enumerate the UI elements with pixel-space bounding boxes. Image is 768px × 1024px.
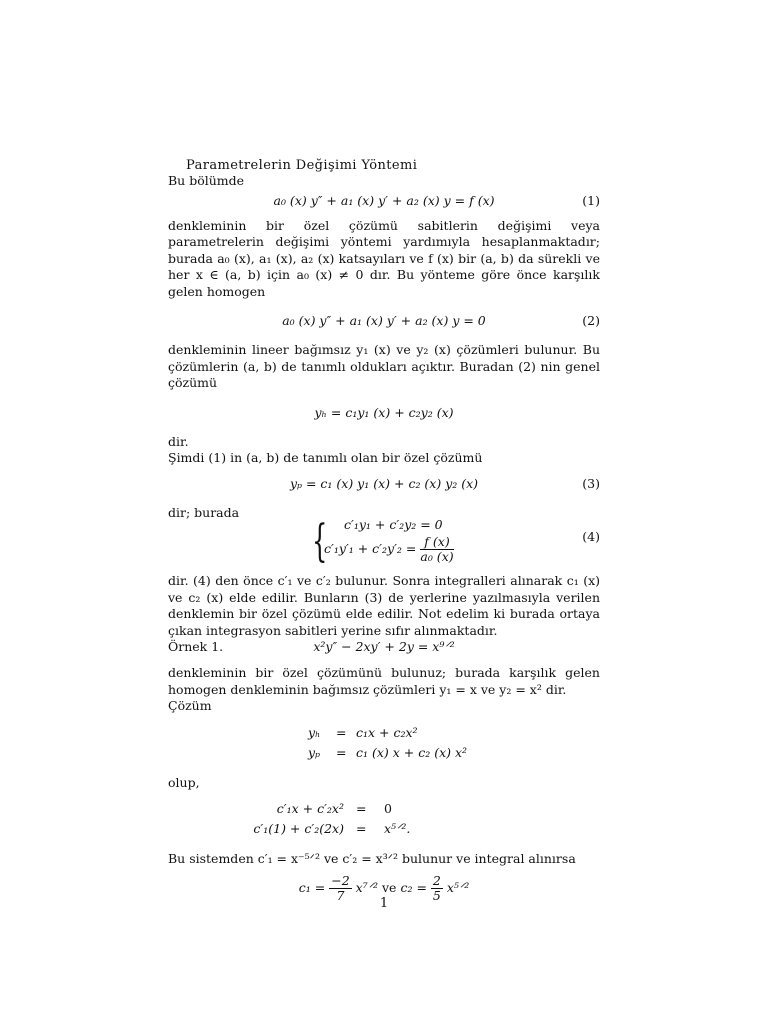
example-label: Örnek 1.: [168, 639, 224, 654]
equation-2-body: a₀ (x) y″ + a₁ (x) y′ + a₂ (x) y = 0: [282, 313, 486, 328]
dir-text-1: dir.: [168, 433, 189, 449]
system-b-right-1: 0: [384, 801, 392, 816]
equation-4-number: (4): [582, 529, 600, 544]
final-fraction-2-num: 2: [432, 872, 441, 888]
paragraph-5: denkleminin bir özel çözümünü bulunuz; burada karşılık gelen homogen denkleminin bağımsız çözümleri y₁ = x ve y₂ = x² dir.: [168, 665, 600, 697]
system-line-1: c′₁y₁ + c′₂y₂ = 0: [344, 517, 443, 532]
paragraph-6: Bu sistemden c′₁ = x⁻⁵ᐟ² ve c′₂ = x³ᐟ² bulunur ve integral alınırsa: [168, 851, 576, 866]
paragraph-1: denkleminin bir özel çözümü sabitlerin değişimi veya parametrelerin değişimi yöntemi yardımıyla hesaplanmaktadır; burada a₀ (x), a₁ (x), a₂ (x) katsayıları ve f (x) bir (a, b) da sürekli ve her x ∈ (a, b) için a₀ (x) ≠ 0 dır. Bu yönteme göre önce karşılık gelen homogen: [168, 217, 600, 299]
align-right-2: c₁ (x) x + c₂ (x) x²: [356, 744, 468, 760]
align-eq-1: =: [336, 724, 347, 740]
equation-yh: [168, 402, 600, 424]
page-content: [168, 158, 600, 903]
equation-2: [168, 310, 600, 332]
system-b-left-1: c′₁x + c′₂x²: [276, 801, 344, 816]
equation-3-body: yₚ = c₁ (x) y₁ (x) + c₂ (x) y₂ (x): [289, 475, 479, 491]
equation-4-system: [168, 516, 600, 567]
final-c2-label: c₂ =: [400, 879, 427, 895]
system-fraction: [420, 535, 453, 564]
solution-align: [168, 725, 600, 765]
example-row: [168, 639, 600, 659]
final-ve: ve: [382, 879, 397, 895]
paragraph-3: Şimdi (1) in (a, b) de tanımlı olan bir özel çözümü: [168, 450, 483, 465]
solution-label: Çözüm: [168, 698, 212, 713]
equation-3: [168, 473, 600, 495]
equation-1-number: (1): [582, 192, 600, 208]
system-line-2: [324, 535, 454, 564]
align-right-1: c₁x + c₂x²: [356, 724, 418, 740]
olup-text: olup,: [168, 774, 200, 790]
final-fraction-2-den: 5: [432, 887, 441, 903]
system-line-2-left: c′₁y′₁ + c′₂y′₂ =: [324, 541, 417, 556]
system-b-align: [168, 801, 600, 841]
paragraph-4: dir. (4) den önce c′₁ ve c′₂ bulunur. Sonra integralleri alınarak c₁ (x) ve c₂ (x) elde edilir. Bunların (3) de yerlerine yazılmasıyla verilen denklemin bir özel çözümü elde edilir. Not edelim ki burada ortaya çıkan integrasyon sabitleri yerine sıfır alınmaktadır.: [168, 573, 600, 638]
system-b-eq-1: =: [356, 801, 367, 816]
align-left-1: yₕ: [308, 724, 321, 740]
final-c1-label: c₁ =: [298, 879, 326, 895]
dir-text-2: dir; burada: [168, 504, 240, 520]
section-title: Parametrelerin Değişimi Yöntemi: [186, 158, 418, 173]
system-b-right-2: x⁵ᐟ².: [384, 821, 411, 836]
intro-text: Bu bölümde: [168, 173, 245, 188]
example-equation: x²y″ − 2xy′ + 2y = x⁹ᐟ²: [313, 639, 455, 654]
equation-2-number: (2): [582, 313, 600, 328]
equation-3-number: (3): [582, 475, 600, 491]
equation-1: [168, 190, 600, 212]
system-b-eq-2: =: [356, 821, 367, 836]
equation-yh-body: yₕ = c₁y₁ (x) + c₂y₂ (x): [314, 404, 454, 420]
final-fraction-1-den: 7: [336, 887, 345, 903]
page-number: 1: [379, 896, 389, 911]
system-b-left-2: c′₁(1) + c′₂(2x): [253, 821, 344, 836]
fraction-denominator: a₀ (x): [420, 549, 454, 564]
paragraph-2: denkleminin lineer bağımsız y₁ (x) ve y₂ (x) çözümleri bulunur. Bu çözümlerin (a, b) de tanımlı oldukları açıktır. Buradan (2) nin genel çözümü: [168, 342, 600, 390]
align-left-2: yₚ: [308, 744, 321, 760]
left-brace: {: [312, 516, 328, 567]
fraction-numerator: f (x): [420, 535, 453, 550]
final-x2: x⁵ᐟ²: [446, 879, 470, 895]
align-eq-2: =: [336, 744, 347, 760]
final-x1: x⁷ᐟ²: [355, 879, 379, 895]
final-fraction-1-num: −2: [331, 872, 350, 888]
equation-1-body: a₀ (x) y″ + a₁ (x) y′ + a₂ (x) y = f (x): [273, 192, 495, 208]
